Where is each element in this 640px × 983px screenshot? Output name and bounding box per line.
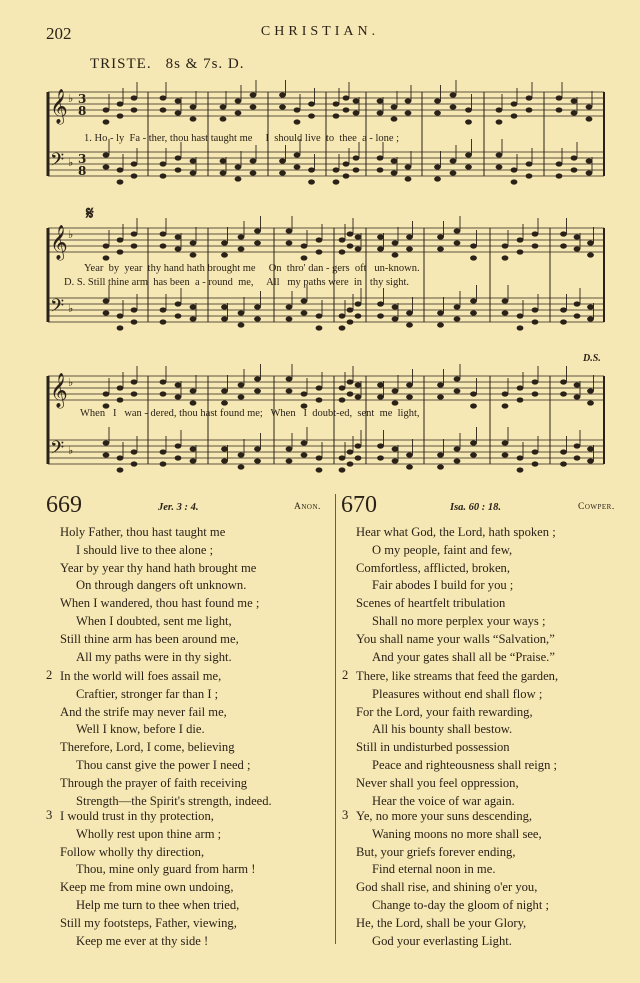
verse-line: On through dangers oft unknown. <box>76 578 247 593</box>
verse-line: Still thine arm has been around me, <box>60 631 239 646</box>
lyrics-line-2b: D. S. Still thine arm has been a - round me, All my paths were in thy sight. <box>64 277 409 288</box>
verse-line: In the world will foes assail me, <box>60 669 222 683</box>
verse-line: Still in undisturbed possession <box>356 740 510 755</box>
svg-text:𝄞: 𝄞 <box>50 225 68 260</box>
svg-text:8: 8 <box>78 104 87 118</box>
svg-text:𝄢: 𝄢 <box>50 150 65 175</box>
verse-line: There, like streams that feed the garden, <box>356 669 559 683</box>
staff-system-3 <box>44 364 610 484</box>
verse-line: You shall name your walls “Salvation,” <box>356 631 555 646</box>
verse-line: Find eternal noon in me. <box>372 862 496 877</box>
svg-text:𝄢: 𝄢 <box>50 296 65 321</box>
stanza-669-1 <box>60 524 259 666</box>
verse-line: And the strife may never fail me, <box>60 704 227 719</box>
verse-line: Therefore, Lord, I come, believing <box>60 740 235 755</box>
svg-text:♭: ♭ <box>68 376 74 389</box>
svg-text:3: 3 <box>78 92 87 106</box>
svg-text:3: 3 <box>78 152 87 166</box>
hymn-author: Anon. <box>294 502 321 512</box>
verse-line: Holy Father, thou hast taught me <box>60 525 226 539</box>
verse-line: Follow wholly thy direction, <box>60 844 205 859</box>
verse-line: Well I know, before I die. <box>76 722 205 737</box>
stanza-number: 2 <box>342 668 349 682</box>
segno-mark: 𝄋 <box>86 203 94 223</box>
verse-line: Hear what God, the Lord, hath spoken ; <box>356 525 556 539</box>
verse-line: Help me turn to thee when tried, <box>76 897 240 912</box>
verse-line: He, the Lord, shall be your Glory, <box>356 915 527 930</box>
verse-line: I would trust in thy protection, <box>60 809 214 823</box>
verse-line: Keep me ever at thy side ! <box>76 933 209 948</box>
verse-line: God shall rise, and shining o'er you, <box>356 880 538 895</box>
scripture-reference: Jer. 3 : 4. <box>158 502 199 513</box>
verse-line: Strength—the Spirit's strength, indeed. <box>76 793 272 808</box>
verse-line: I should live to thee alone ; <box>76 542 214 557</box>
svg-text:♭: ♭ <box>68 92 74 105</box>
svg-text:♭: ♭ <box>68 156 74 169</box>
svg-text:♭: ♭ <box>68 302 74 315</box>
svg-text:𝄞: 𝄞 <box>50 89 68 124</box>
verse-line: Thou, mine only guard from harm ! <box>76 862 256 877</box>
scripture-reference: Isa. 60 : 18. <box>450 502 502 513</box>
verse-line: Keep me from mine own undoing, <box>60 880 234 895</box>
lyrics-line-3: When I wan - dered, thou hast found me; When I doubt-ed, sent me light, <box>80 408 420 419</box>
tune-name: TRISTE. <box>90 56 152 72</box>
verse-line: Fair abodes I build for you ; <box>372 578 514 593</box>
verse-line: O my people, faint and few, <box>372 542 513 557</box>
verse-line: Ye, no more your suns descending, <box>356 809 533 823</box>
verse-line: Pleasures without end shall flow ; <box>372 686 543 701</box>
verse-line: When I wandered, thou hast found me ; <box>60 596 260 611</box>
verse-line: Wholly rest upon thine arm ; <box>76 826 222 841</box>
verse-line: All his bounty shall bestow. <box>372 722 513 737</box>
verse-line: When I doubted, sent me light, <box>76 613 232 628</box>
svg-text:8: 8 <box>78 164 87 178</box>
lyrics-line-2a: Year by year thy hand hath brought me On thro' dan - gers oft un-known. <box>84 263 420 274</box>
verse-line: Scenes of heartfelt tribulation <box>356 596 506 611</box>
verse-line: Comfortless, afflicted, broken, <box>356 560 511 575</box>
music-system-3 <box>44 364 610 484</box>
svg-text:𝄢: 𝄢 <box>50 438 65 463</box>
stanza-670-1 <box>356 524 556 666</box>
verse-line: Waning moons no more shall see, <box>372 826 542 841</box>
verse-line: Through the prayer of faith receiving <box>60 775 248 790</box>
stanza-670-2 <box>356 668 558 810</box>
verse-line: But, your griefs forever ending, <box>356 844 516 859</box>
svg-text:♭: ♭ <box>68 444 74 457</box>
stanza-number: 3 <box>342 808 349 822</box>
tune-title <box>90 56 245 73</box>
hymn-author: Cowper. <box>578 502 615 512</box>
verse-line: Still my footsteps, Father, viewing, <box>60 915 237 930</box>
hymn-number: 669 <box>46 492 82 518</box>
verse-line: Shall no more perplex your ways ; <box>372 613 546 628</box>
running-head: CHRISTIAN. <box>260 24 380 39</box>
verse-line: Never shall you feel oppression, <box>356 775 519 790</box>
verse-line: Thou canst give the power I need ; <box>76 757 251 772</box>
column-divider <box>335 494 336 944</box>
ds-mark: D.S. <box>583 353 601 364</box>
verse-line: Hear the voice of war again. <box>372 793 515 808</box>
verse-line: Change to-day the gloom of night ; <box>372 897 549 912</box>
stanza-number: 3 <box>46 808 53 822</box>
verse-line: Craftier, stronger far than I ; <box>76 686 219 701</box>
svg-text:♭: ♭ <box>68 228 74 241</box>
stanza-669-3 <box>60 808 255 950</box>
svg-text:𝄞: 𝄞 <box>50 373 68 408</box>
stanza-number: 2 <box>46 668 53 682</box>
verse-line: Peace and righteousness shall reign ; <box>372 757 558 772</box>
hymn-number: 670 <box>341 492 377 518</box>
verse-line: All my paths were in thy sight. <box>76 649 232 664</box>
stanza-669-2 <box>60 668 272 810</box>
verse-line: And your gates shall all be “Praise.” <box>372 649 555 664</box>
verse-line: For the Lord, your faith rewarding, <box>356 704 533 719</box>
stanza-670-3 <box>356 808 549 950</box>
page-number: 202 <box>46 24 72 43</box>
lyrics-line-1: 1. Ho - ly Fa - ther, thou hast taught me I should live to thee a - lone ; <box>84 133 400 144</box>
verse-line: Year by year thy hand hath brought me <box>60 560 257 575</box>
tune-meter: 8s & 7s. D. <box>165 56 245 72</box>
verse-line: God your everlasting Light. <box>372 933 512 948</box>
